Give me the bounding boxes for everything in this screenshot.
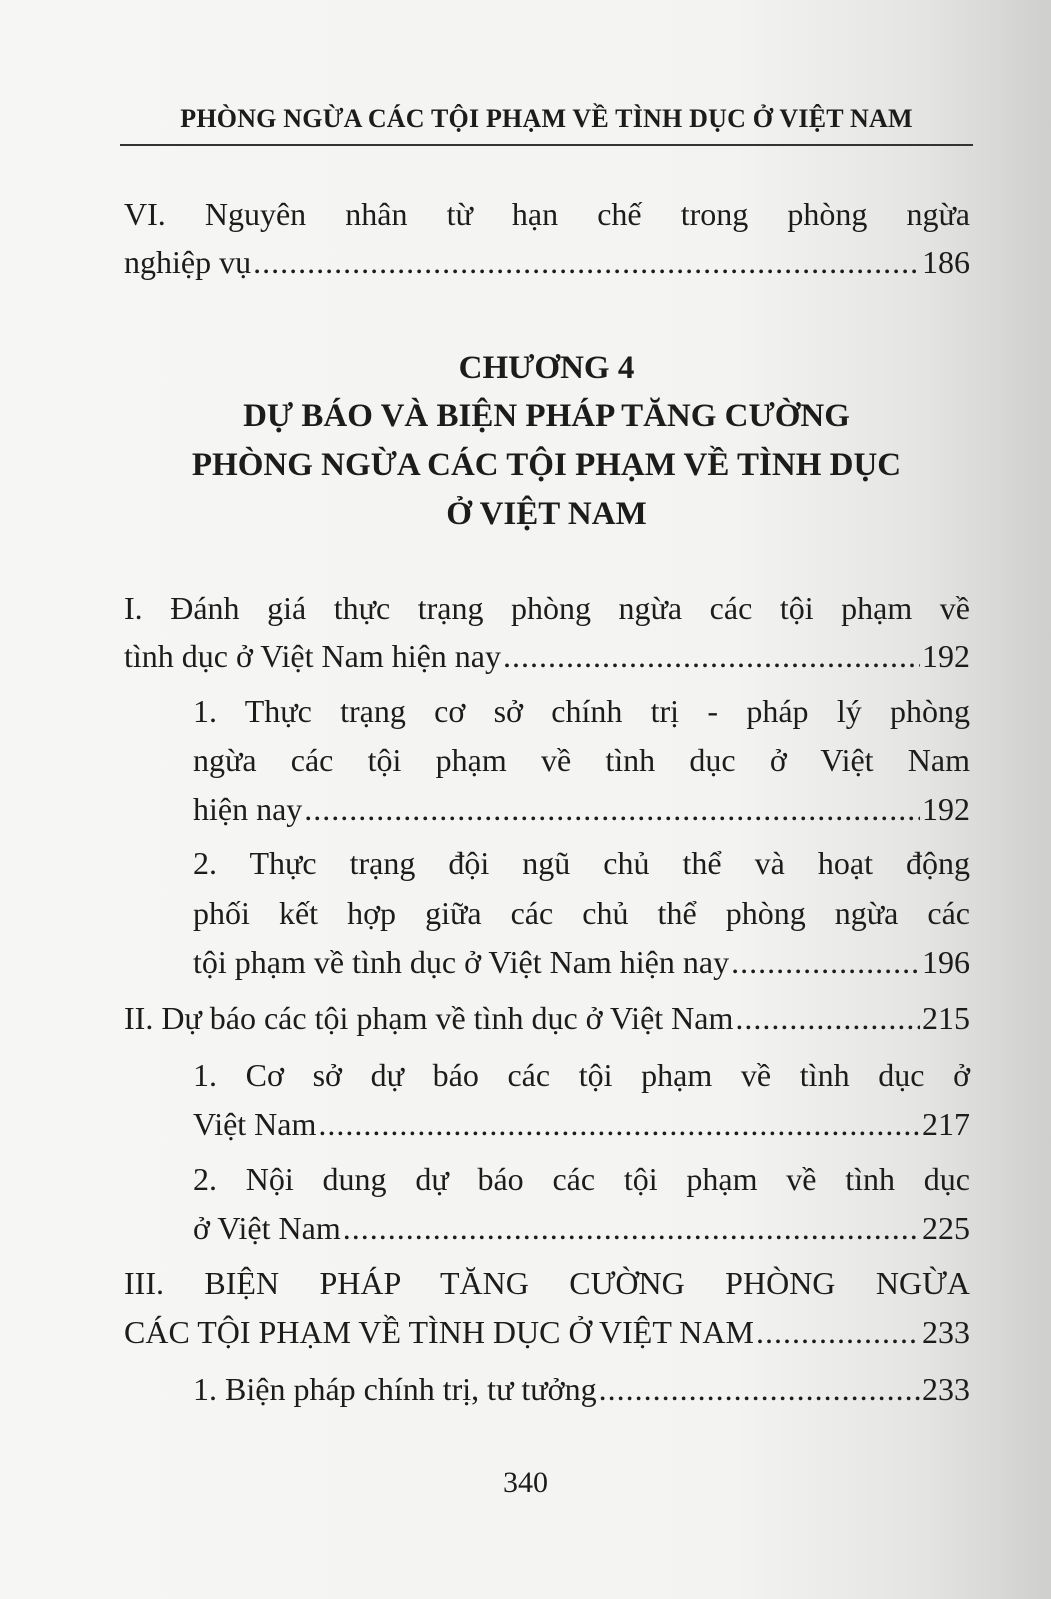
dot-leader (735, 1002, 920, 1034)
toc-section-2-2-line1: 2. Nội dung dự báo các tội phạm về tình dục (193, 1161, 970, 1197)
header-rule (120, 144, 973, 146)
toc-section-3-1-text: 1. Biện pháp chính trị, tư tưởng (193, 1371, 597, 1407)
chapter-title-line2: PHÒNG NGỪA CÁC TỘI PHẠM VỀ TÌNH DỤC (191, 447, 902, 483)
toc-section-2-1-text: Việt Nam (193, 1106, 317, 1142)
toc-section-1-1-page: 192 (922, 791, 970, 827)
dot-leader (304, 793, 920, 825)
toc-section-2-page: 215 (922, 1000, 970, 1036)
toc-section-2-2-page: 225 (922, 1210, 970, 1246)
toc-section-3-1-line1 (193, 1373, 970, 1405)
chapter-number: CHƯƠNG 4 (458, 350, 635, 386)
dot-leader (318, 1108, 920, 1140)
dot-leader (756, 1316, 920, 1348)
toc-section-1-2-page: 196 (922, 944, 970, 980)
chapter-title-line1: DỰ BÁO VÀ BIỆN PHÁP TĂNG CƯỜNG (243, 398, 850, 434)
toc-section-3-line1: III. BIỆN PHÁP TĂNG CƯỜNG PHÒNG NGỪA (124, 1265, 970, 1301)
toc-section-1-1-text: hiện nay (193, 791, 303, 827)
toc-section-1-line2 (124, 640, 970, 672)
toc-section-1-text: tình dục ở Việt Nam hiện nay (124, 638, 501, 674)
toc-section-2-1-line2 (193, 1108, 970, 1140)
toc-section-1-1-line1: 1. Thực trạng cơ sở chính trị - pháp lý phòng (193, 693, 970, 729)
toc-section-1-1-line2: ngừa các tội phạm về tình dục ở Việt Nam (193, 742, 970, 778)
toc-section-1-1-line3 (193, 793, 970, 825)
dot-leader (253, 246, 920, 278)
toc-section-2-1-line1: 1. Cơ sở dự báo các tội phạm về tình dục ở (193, 1057, 970, 1093)
page-number: 340 (503, 1466, 548, 1499)
toc-section-3-1-page: 233 (922, 1371, 970, 1407)
toc-entry-vi-text: nghiệp vụ (124, 244, 252, 280)
dot-leader (343, 1212, 920, 1244)
toc-section-3-text: CÁC TỘI PHẠM VỀ TÌNH DỤC Ở VIỆT NAM (124, 1314, 754, 1350)
running-header: PHÒNG NGỪA CÁC TỘI PHẠM VỀ TÌNH DỤC Ở VIỆT NAM (180, 104, 913, 133)
toc-section-2-line1 (124, 1002, 970, 1034)
toc-section-3-page: 233 (922, 1314, 970, 1350)
toc-section-1-line1: I. Đánh giá thực trạng phòng ngừa các tội phạm về (124, 590, 970, 626)
dot-leader (731, 946, 920, 978)
toc-section-3-line2 (124, 1316, 970, 1348)
dot-leader (599, 1373, 920, 1405)
toc-section-2-text: II. Dự báo các tội phạm về tình dục ở Việt Nam (124, 1000, 734, 1036)
toc-entry-vi-line1: VI. Nguyên nhân từ hạn chế trong phòng ngừa (124, 196, 970, 232)
toc-entry-vi-line2 (124, 246, 970, 278)
toc-section-1-2-line1: 2. Thực trạng đội ngũ chủ thể và hoạt động (193, 845, 970, 881)
toc-entry-vi-page: 186 (922, 244, 970, 280)
toc-section-2-2-line2 (193, 1212, 970, 1244)
toc-section-1-2-line2: phối kết hợp giữa các chủ thể phòng ngừa các (193, 895, 970, 931)
toc-section-1-page: 192 (922, 638, 970, 674)
toc-section-2-1-page: 217 (922, 1106, 970, 1142)
toc-section-1-2-text: tội phạm về tình dục ở Việt Nam hiện nay (193, 944, 730, 980)
chapter-title-line3: Ở VIỆT NAM (446, 496, 647, 532)
toc-section-1-2-line3 (193, 946, 970, 978)
toc-section-2-2-text: ở Việt Nam (193, 1210, 341, 1246)
dot-leader (503, 640, 920, 672)
